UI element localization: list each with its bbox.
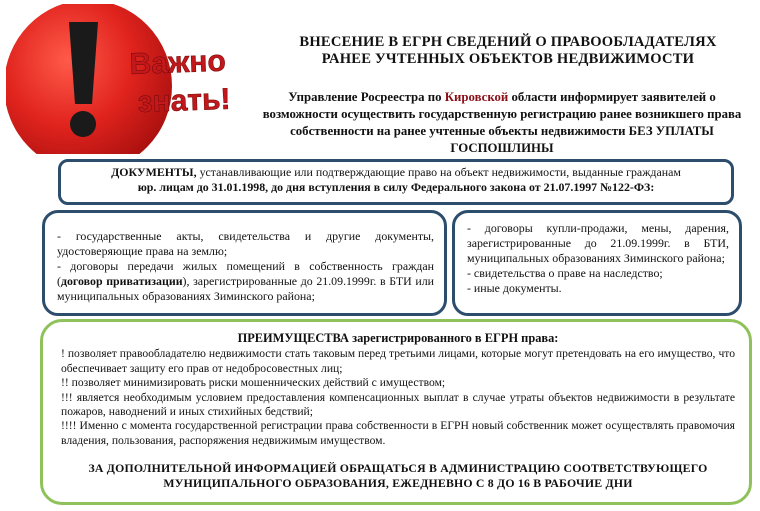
right-item-3: - иные документы. bbox=[467, 281, 562, 295]
right-item-1: - договоры купли-продажи, мены, дарения, зарегистрированные до 21.09.1999г. в БТИ, муниципальных образованиях Зиминского района; bbox=[467, 221, 729, 265]
intro-paragraph bbox=[250, 89, 754, 157]
logo-text-line2: знать! bbox=[137, 82, 232, 119]
footer-line-1: ЗА ДОПОЛНИТЕЛЬНОЙ ИНФОРМАЦИЕЙ ОБРАЩАТЬСЯ В АДМИНИСТРАЦИЮ СООТВЕТСТВУЮЩЕГО bbox=[88, 461, 708, 476]
contact-footer bbox=[61, 461, 735, 491]
intro-region: Кировской bbox=[444, 90, 509, 104]
intro-suffix: области информирует заявителей о возможности осуществить государственную регистрацию ранее возникшего права собственности на ранее учтенные объекты недвижимости БЕЗ УПЛАТЫ ГОСПОШЛИНЫ bbox=[262, 90, 742, 155]
right-item-2: - свидетельства о праве на наследство; bbox=[467, 266, 663, 280]
advantages-title: ПРЕИМУЩЕСТВА зарегистрированного в ЕГРН права: bbox=[237, 331, 559, 345]
footer-line-2: МУНИЦИПАЛЬНОГО ОБРАЗОВАНИЯ, ЕЖЕДНЕВНО С 8 ДО 16 В РАБОЧИЕ ДНИ bbox=[163, 476, 633, 491]
left-item-2 bbox=[57, 259, 434, 304]
documents-line2: юр. лицам до 31.01.1998, до дня вступления в силу Федерального закона от 21.07.1997 №122-ФЗ: bbox=[137, 179, 655, 194]
left-item-2-prefix: - договоры передачи жилых помещений в собственность граждан ( bbox=[57, 259, 434, 288]
intro-prefix: Управление Росреестра по bbox=[288, 90, 445, 104]
documents-box bbox=[58, 159, 734, 205]
title-line-2: РАНЕЕ УЧТЕННЫХ ОБЪЕКТОВ НЕДВИЖИМОСТИ bbox=[321, 51, 695, 67]
advantage-item-1: ! позволяет правообладателю недвижимости стать таковым перед третьими лицами, которые могут претендовать на его имущество, что обеспечивает защиту его прав от недобросовестных лиц; bbox=[61, 347, 735, 375]
advantage-item-3: !!! является необходимым условием предоставления компенсационных выплат в случае утраты объектов недвижимости в результате пожаров, наводнений и иных стихийных бедствий; bbox=[61, 390, 735, 419]
title-line-1: ВНЕСЕНИЕ В ЕГРН СВЕДЕНИЙ О ПРАВООБЛАДАТЕЛЯХ bbox=[299, 34, 717, 50]
documents-lead: ДОКУМЕНТЫ, bbox=[111, 165, 197, 179]
page-title bbox=[262, 34, 754, 68]
left-item-2-bold: договор приватизации bbox=[60, 274, 183, 288]
documents-line1: устанавливающие или подтверждающие право на объект недвижимости, выданные гражданам bbox=[196, 165, 681, 179]
left-item-2-suffix: ), зарегистрированные до 21.09.1999г. в БТИ или муниципальных образованиях Зиминского района; bbox=[57, 274, 434, 303]
right-documents-box bbox=[452, 210, 742, 316]
important-logo bbox=[6, 4, 242, 154]
left-item-1: - государственные акты, свидетельства и другие документы, удостоверяющие права на землю; bbox=[57, 229, 434, 258]
advantage-item-2: !! позволяет минимизировать риски мошеннических действий с имуществом; bbox=[61, 376, 446, 390]
advantage-item-4: !!!! Именно с момента государственной регистрации права собственности в ЕГРН новый собственник может осуществлять правомочия владения, пользования, распоряжения недвижимым имуществом. bbox=[61, 419, 735, 447]
exclamation-icon bbox=[69, 22, 98, 137]
logo-text-line1: Важно bbox=[129, 44, 227, 81]
left-documents-box bbox=[42, 210, 447, 316]
advantages-box bbox=[40, 319, 752, 505]
